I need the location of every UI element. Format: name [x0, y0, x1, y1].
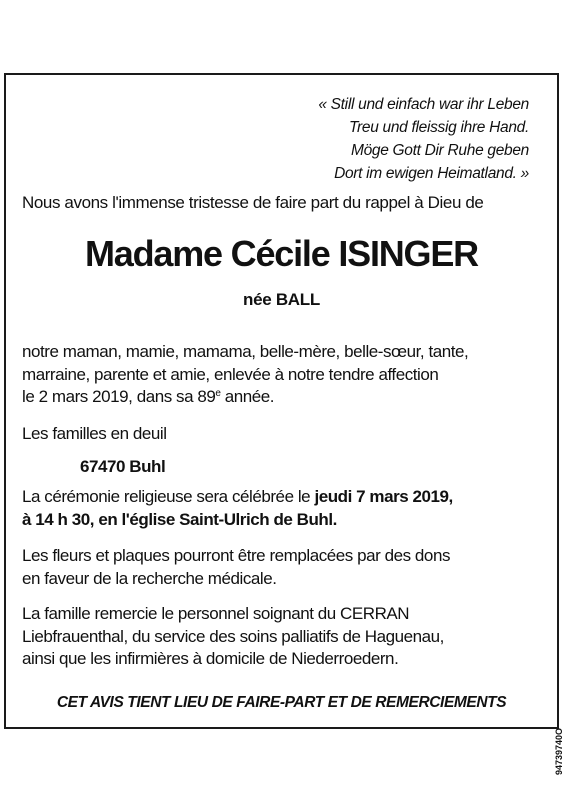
relations-line: marraine, parente et amie, enlevée à notre tendre affection	[22, 364, 439, 384]
relations-date-text: le 2 mars 2019, dans sa 89	[22, 387, 216, 406]
ceremony-line	[22, 486, 453, 509]
poem-line: « Still und einfach war ihr Leben	[318, 96, 529, 113]
ceremony-time-place: à 14 h 30, en l'église Saint-Ulrich de Buhl.	[22, 509, 337, 529]
relations-line	[22, 386, 468, 409]
poem-line: Treu und fleissig ihre Hand.	[349, 119, 529, 136]
poem-quote	[318, 93, 529, 185]
families-address: 67470 Buhl	[80, 457, 166, 476]
deceased-name: Madame Cécile ISINGER	[85, 233, 478, 274]
families-text: Les familles en deuil	[22, 424, 167, 443]
flowers-line: en faveur de la recherche médicale.	[22, 568, 277, 588]
relations-line: notre maman, mamie, mamama, belle-mère, belle-sœur, tante,	[22, 342, 469, 361]
thanks-line: ainsi que les infirmières à domicile de Niederroedern.	[22, 649, 399, 668]
relations-year-text: année.	[220, 387, 275, 406]
footer-notice: CET AVIS TIENT LIEU DE FAIRE-PART ET DE REMERCIEMENTS	[56, 694, 507, 711]
thanks-paragraph	[22, 603, 444, 671]
ceremony-date: jeudi 7 mars 2019,	[314, 487, 453, 506]
maiden-name: née BALL	[243, 290, 320, 309]
poem-line: Möge Gott Dir Ruhe geben	[350, 142, 529, 159]
ceremony-text: La cérémonie religieuse sera célébrée le	[22, 487, 315, 506]
thanks-line: Liebfrauenthal, du service des soins palliatifs de Haguenau,	[22, 626, 444, 646]
flowers-line: Les fleurs et plaques pourront être remplacées par des dons	[22, 546, 450, 565]
poem-line: Dort im ewigen Heimatland. »	[334, 165, 529, 182]
notice-frame	[4, 73, 564, 775]
reference-number: 94739740O	[554, 727, 564, 775]
ceremony-paragraph	[22, 486, 453, 531]
ordinal-suffix: e	[215, 388, 221, 399]
flowers-paragraph	[22, 545, 450, 590]
thanks-line: La famille remercie le personnel soignant du CERRAN	[22, 604, 410, 623]
intro-text: Nous avons l'immense tristesse de faire part du rappel à Dieu de	[22, 193, 484, 212]
relations-paragraph	[22, 341, 468, 409]
